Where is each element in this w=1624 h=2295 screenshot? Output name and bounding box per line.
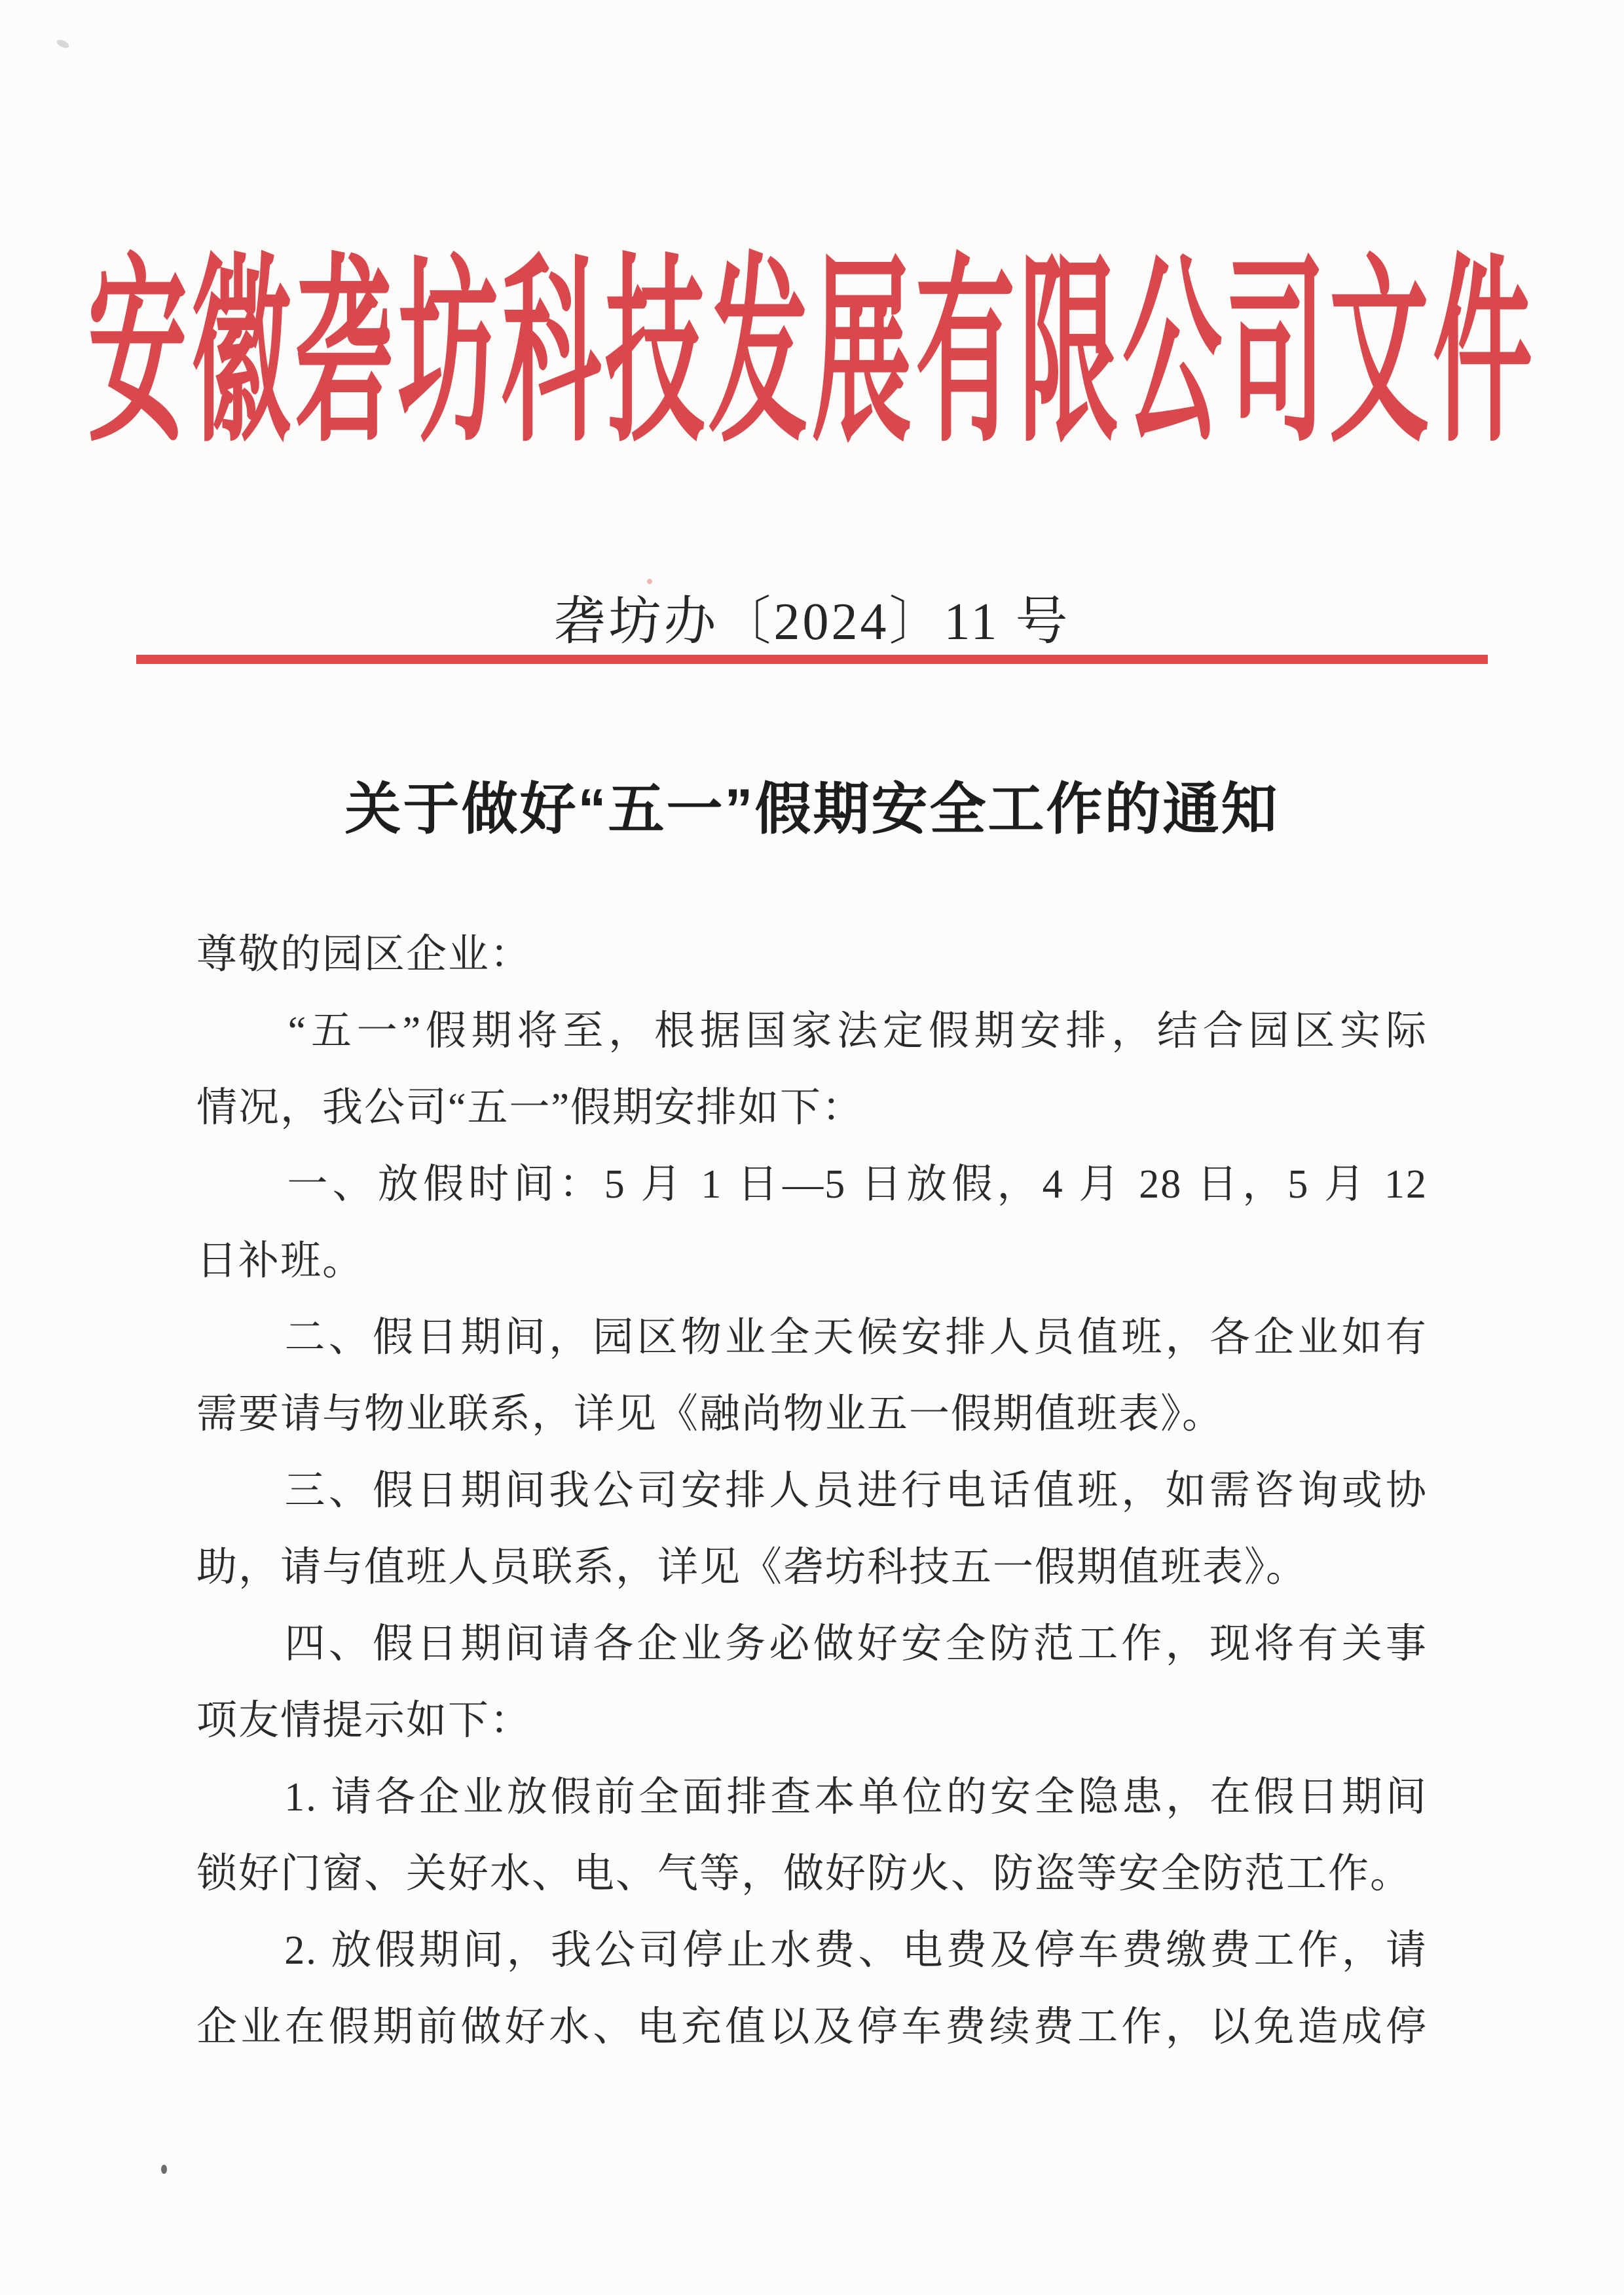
body-line: 锁好门窗、关好水、电、气等，做好防火、防盗等安全防范工作。: [196, 1852, 1412, 1896]
body-line: 一、放假时间：5 月 1 日—5 日放假，4 月 28 日，5 月 12: [196, 1162, 1428, 1207]
body-line: 日补班。: [196, 1239, 365, 1283]
letterhead-company-title: 安徽砻坊科技发展有限公司文件: [88, 243, 1536, 466]
body-line: 情况，我公司“五一”假期安排如下：: [196, 1086, 864, 1130]
body-line: 尊敬的园区企业：: [196, 932, 532, 977]
scan-artifact: [647, 579, 652, 584]
body-line: 项友情提示如下：: [196, 1698, 532, 1743]
notice-title: 关于做好“五一”假期安全工作的通知: [344, 778, 1280, 841]
body-line: “五一”假期将至，根据国家法定假期安排，结合园区实际: [196, 1009, 1428, 1054]
body-line: 1. 请各企业放假前全面排查本单位的安全隐患，在假日期间: [196, 1775, 1428, 1820]
body-line: 企业在假期前做好水、电充值以及停车费续费工作，以免造成停: [196, 2005, 1428, 2049]
body-line: 二、假日期间，园区物业全天候安排人员值班，各企业如有: [196, 1315, 1428, 1360]
red-separator-rule: [136, 655, 1488, 664]
document-reference-number: 砻坊办〔2024〕11 号: [553, 593, 1071, 651]
body-line: 四、假日期间请各企业务必做好安全防范工作，现将有关事: [196, 1622, 1428, 1666]
body-line: 三、假日期间我公司安排人员进行电话值班，如需咨询或协: [196, 1469, 1428, 1513]
body-line: 助，请与值班人员联系，详见《砻坊科技五一假期值班表》。: [196, 1545, 1308, 1590]
body-line: 2. 放假期间，我公司停止水费、电费及停车费缴费工作，请: [196, 1928, 1428, 1973]
notice-body: [196, 917, 1428, 2066]
scan-artifact: [161, 2165, 167, 2174]
body-line: 需要请与物业联系，详见《融尚物业五一假期值班表》。: [196, 1392, 1225, 1437]
scan-artifact: [56, 38, 70, 49]
